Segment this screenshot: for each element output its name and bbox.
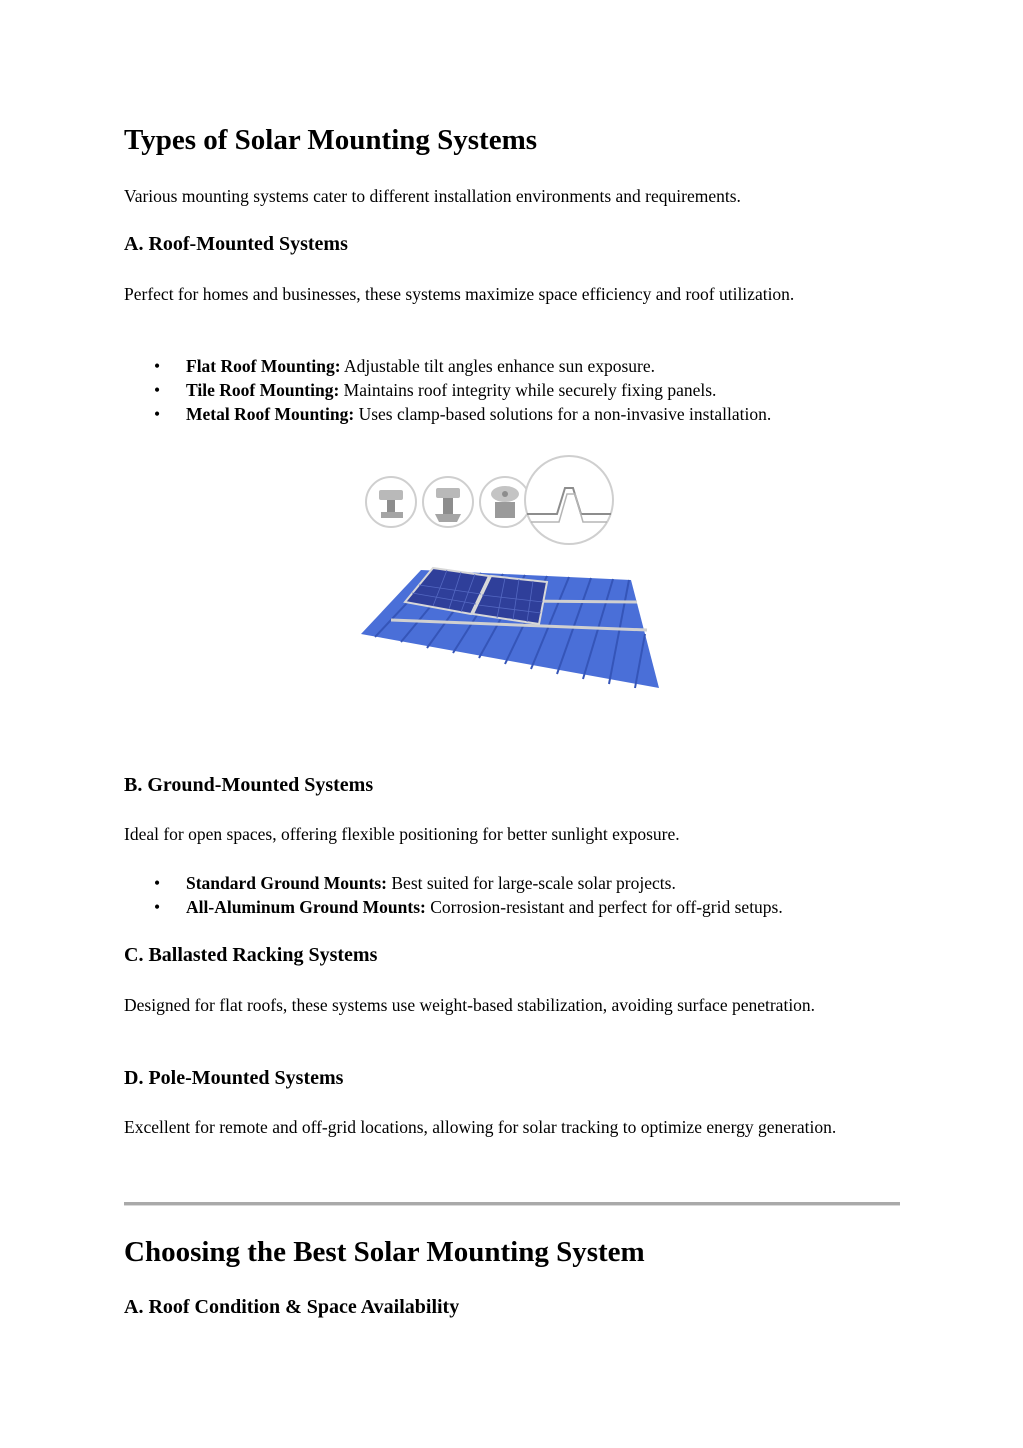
list-item-term: Standard Ground Mounts:: [186, 873, 387, 893]
clamp-icon: [366, 477, 416, 527]
heading-ground-mounted: B. Ground-Mounted Systems: [124, 774, 374, 796]
horizontal-divider: [124, 1202, 900, 1206]
metal-roof-mounting-illustration: [361, 452, 661, 696]
section-title-choosing: Choosing the Best Solar Mounting System: [124, 1236, 645, 1268]
list-item: [124, 402, 771, 426]
list-item-term: All-Aluminum Ground Mounts:: [186, 897, 426, 917]
clamp-icon: [423, 477, 473, 527]
list-item-desc: Uses clamp-based solutions for a non-invasive installation.: [354, 404, 772, 424]
list-item: [124, 378, 771, 402]
heading-pole-mounted: D. Pole-Mounted Systems: [124, 1067, 344, 1089]
list-item-term: Metal Roof Mounting:: [186, 404, 355, 424]
roof-description: Perfect for homes and businesses, these systems maximize space efficiency and roof utilization.: [124, 284, 795, 304]
list-item-term: Flat Roof Mounting:: [186, 356, 341, 376]
heading-roof-mounted: A. Roof-Mounted Systems: [124, 233, 348, 255]
ballasted-description: Designed for flat roofs, these systems use weight-based stabilization, avoiding surface penetration.: [124, 995, 816, 1015]
pole-description: Excellent for remote and off-grid locations, allowing for solar tracking to optimize energy generation.: [124, 1117, 837, 1137]
clamp-icon: [480, 477, 530, 527]
section-title-types: Types of Solar Mounting Systems: [124, 124, 538, 156]
list-item-desc: Corrosion-resistant and perfect for off-grid setups.: [425, 897, 783, 917]
ground-list: [124, 871, 783, 919]
seam-profile-icon: [525, 456, 613, 544]
list-item: [124, 354, 771, 378]
list-item: [124, 895, 783, 919]
list-item-desc: Best suited for large-scale solar projects.: [387, 873, 676, 893]
list-item: [124, 871, 783, 895]
section-intro: Various mounting systems cater to different installation environments and requirements.: [124, 186, 741, 206]
list-item-desc: Maintains roof integrity while securely fixing panels.: [339, 380, 717, 400]
ground-description: Ideal for open spaces, offering flexible positioning for better sunlight exposure.: [124, 824, 680, 844]
list-item-term: Tile Roof Mounting:: [186, 380, 340, 400]
list-item-desc: Adjustable tilt angles enhance sun exposure.: [340, 356, 656, 376]
heading-ballasted: C. Ballasted Racking Systems: [124, 944, 378, 966]
heading-roof-condition: A. Roof Condition & Space Availability: [124, 1296, 460, 1318]
roof-list: [124, 354, 771, 426]
